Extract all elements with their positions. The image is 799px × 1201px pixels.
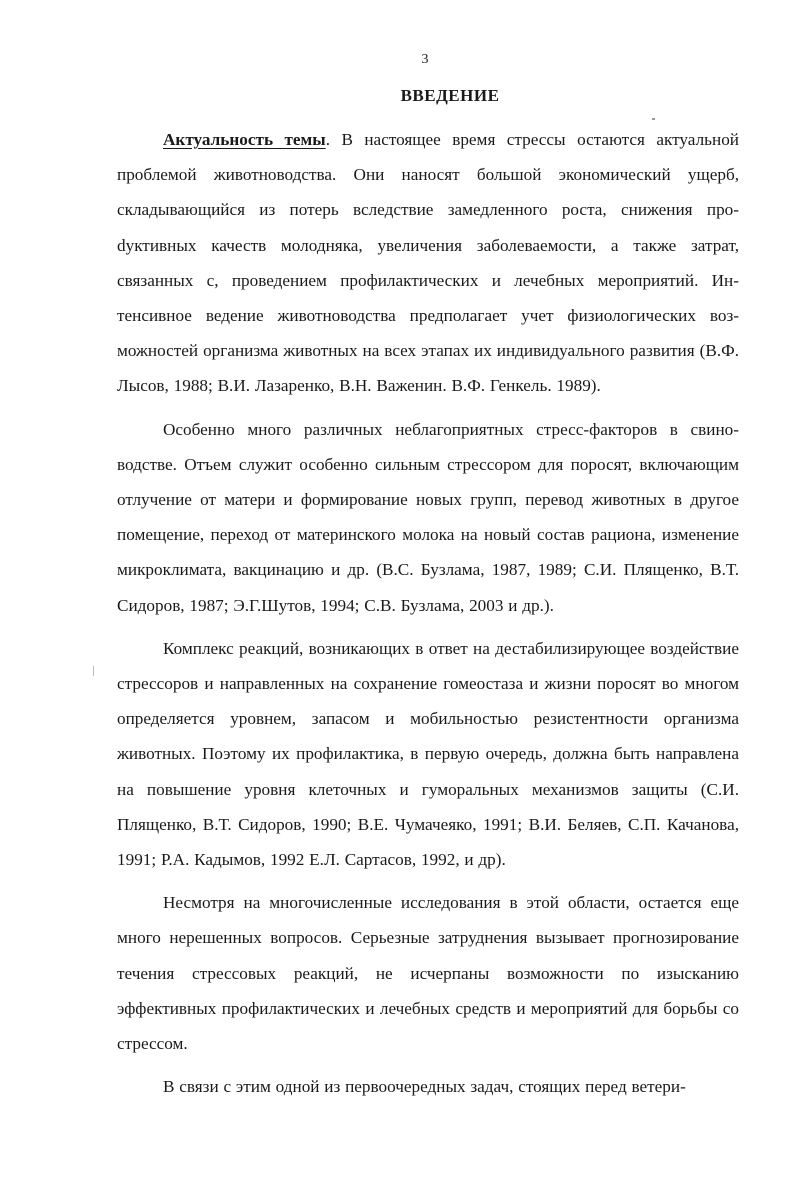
section-heading: ВВЕДЕНИЕ [400, 86, 500, 105]
paragraph-reactions: Комплекс реакций, возникающих в ответ на дестабилизирующее воздействие стрессоров и направленных на сохранение гомеостаза и жизни поросят во многом определяется уровнем, запасом и мобильностью резистентности организма животных. Поэтому их профилактика, в первую очередь, должна быть направлена на повышение уровня клеточных и гуморальных механизмов защиты (С.И. Плященко, В.Т. Сидоров, 1990; В.Е. Чумачеяко, 1991; В.И. Беляев, С.П. Качанова, 1991; Р.А. Кадымов, 1992 Е.Л. Сартасов, 1992, и др). [117, 638, 739, 870]
keyword-relevance: Актуальность темы [163, 130, 326, 149]
paragraph-relevance-text: . В настоящее время стрессы остаются актуальной проблемой животноводства. Они наносят большой экономический ущерб, складывающийся из потерь вследствие замедленного роста, снижения проdуктивных качеств молодняка, увеличения заболеваемости, а также затрат, связанных с, проведением профилактических и лечебных мероприятий. Интенсивное ведение животноводства предполагает учет физиологических возможностей организма животных на всех этапах их индивидуального развития (В.Ф. Лысов, 1988; В.И. Лазаренко, В.Н. Важенин. В.Ф. Генкель. 1989). [117, 130, 739, 396]
paragraph-relevance [117, 122, 739, 404]
scan-mark [652, 118, 655, 120]
scan-mark-margin [93, 666, 94, 676]
paragraph-tasks: В связи с этим одной из первоочередных задач, стоящих перед ветери- [163, 1077, 686, 1097]
page-number: 3 [421, 52, 429, 67]
paragraph-pig-stress: Особенно много различных неблагоприятных стресс-факторов в свиноводстве. Отъем служит особенно сильным стрессором для поросят, включающим отлучение от матери и формирование новых групп, перевод животных в другое помещение, переход от материнского молока на новый состав рациона, изменение микроклимата, вакцинацию и др. (В.С. Бузлама, 1987, 1989; С.И. Плященко, В.Т. Сидоров, 1987; Э.Г.Шутов, 1994; С.В. Бузлама, 2003 и др.). [117, 419, 739, 615]
paragraph-unsolved: Несмотря на многочисленные исследования в этой области, остается еще много нерешенных вопросов. Серьезные затруднения вызывает прогнозирование течения стрессовых реакций, не исчерпаны возможности по изысканию эффективных профилактических и лечебных средств и мероприятий для борьбы со стрессом. [117, 893, 739, 1054]
body-text [117, 122, 739, 1112]
